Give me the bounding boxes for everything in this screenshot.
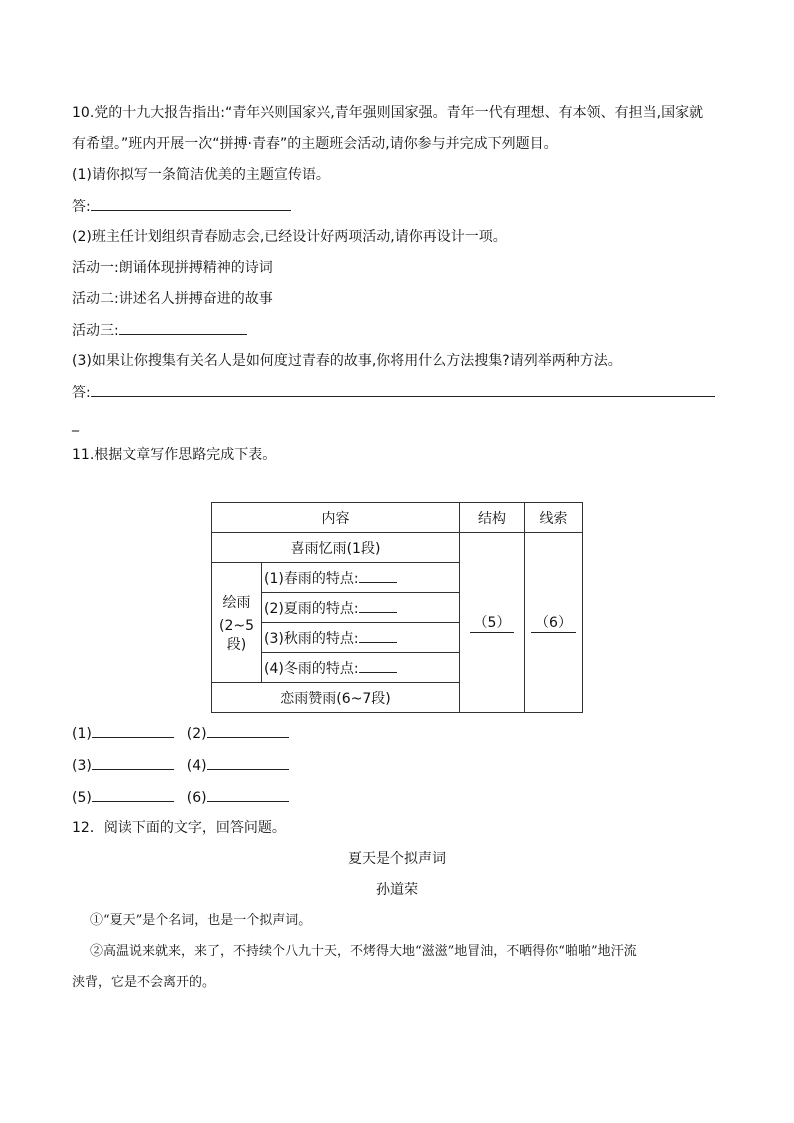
answer-blank[interactable] <box>207 755 289 770</box>
item-blank[interactable] <box>359 628 397 643</box>
paragraph-2-line-1: ②高温说来就来，来了，不持续个八九十天，不烤得大地“滋滋”地冒油，不晒得你“啪啪”地汗流 <box>90 944 637 959</box>
item-winter: (4)冬雨的特点: <box>262 653 460 683</box>
q10-answer-1 <box>72 196 291 217</box>
header-content: 内容 <box>212 503 460 533</box>
article-title: 夏天是个拟声词 <box>348 851 446 867</box>
activity-3-blank[interactable] <box>119 320 247 335</box>
item-autumn: (3)秋雨的特点: <box>262 623 460 653</box>
header-structure: 结构 <box>460 503 525 533</box>
structure-cell <box>460 533 525 713</box>
group-label-line-2: (2~5段) <box>218 617 254 653</box>
structure-blank[interactable]: （5） <box>470 612 515 633</box>
answer-label: 答: <box>72 199 91 215</box>
q10-line-2: 有希望。”班内开展一次“拼搏·青春”的主题班会活动,请你参与并完成下列题目。 <box>72 136 558 152</box>
paragraph-1: ①“夏天”是个名词，也是一个拟声词。 <box>90 913 312 928</box>
answer-row-2: (3) (4) <box>72 755 289 776</box>
item-summer: (2)夏雨的特点: <box>262 593 460 623</box>
activity-2: 活动二:讲述名人拼搏奋进的故事 <box>72 291 273 307</box>
answer-label: 答: <box>72 385 91 401</box>
item-spring: (1)春雨的特点: <box>262 563 460 593</box>
activity-3-label: 活动三: <box>72 323 119 339</box>
clue-blank[interactable]: （6） <box>531 612 576 633</box>
item-blank[interactable] <box>359 568 397 583</box>
clue-cell <box>525 533 583 713</box>
answer-blank[interactable] <box>207 723 289 738</box>
activity-1: 活动一:朗诵体现拼搏精神的诗词 <box>72 260 273 276</box>
answer-row-1: (1) (2) <box>72 723 289 744</box>
q10-line-1: 10.党的十九大报告指出:“青年兴则国家兴,青年强则国家强。青年一代有理想、有本领、有担当,国家就 <box>72 105 704 121</box>
trailing-mark: _ <box>72 416 79 432</box>
outline-table <box>211 502 583 713</box>
item-blank[interactable] <box>359 658 397 673</box>
row-last: 恋雨赞雨(6~7段) <box>212 683 460 713</box>
header-clue: 线索 <box>525 503 583 533</box>
answer-blank[interactable] <box>207 787 289 802</box>
paragraph-2-line-2: 浃背，它是不会离开的。 <box>72 975 216 990</box>
answer-blank-1[interactable] <box>91 196 291 211</box>
group-label-line-1: 绘雨 <box>222 594 251 611</box>
answer-blank[interactable] <box>92 723 174 738</box>
q12-title: 12．阅读下面的文字，回答问题。 <box>72 820 286 836</box>
q10-answer-3 <box>72 382 715 403</box>
activity-3 <box>72 320 247 341</box>
q10-sub-3: (3)如果让你搜集有关名人是如何度过青春的故事,你将用什么方法搜集?请列举两种方法。 <box>72 353 622 369</box>
answer-row-3: (5) (6) <box>72 787 289 808</box>
article-author: 孙道荣 <box>376 882 418 898</box>
q11-title: 11.根据文章写作思路完成下表。 <box>72 447 277 463</box>
group-label <box>212 563 262 683</box>
row-first: 喜雨忆雨(1段) <box>212 533 460 563</box>
q10-sub-2: (2)班主任计划组织青春励志会,已经设计好两项活动,请你再设计一项。 <box>72 229 507 245</box>
item-blank[interactable] <box>359 598 397 613</box>
answer-blank[interactable] <box>92 787 174 802</box>
q10-sub-1: (1)请你拟写一条简洁优美的主题宣传语。 <box>72 167 330 183</box>
answer-blank-3[interactable] <box>91 382 715 397</box>
answer-blank[interactable] <box>92 755 174 770</box>
